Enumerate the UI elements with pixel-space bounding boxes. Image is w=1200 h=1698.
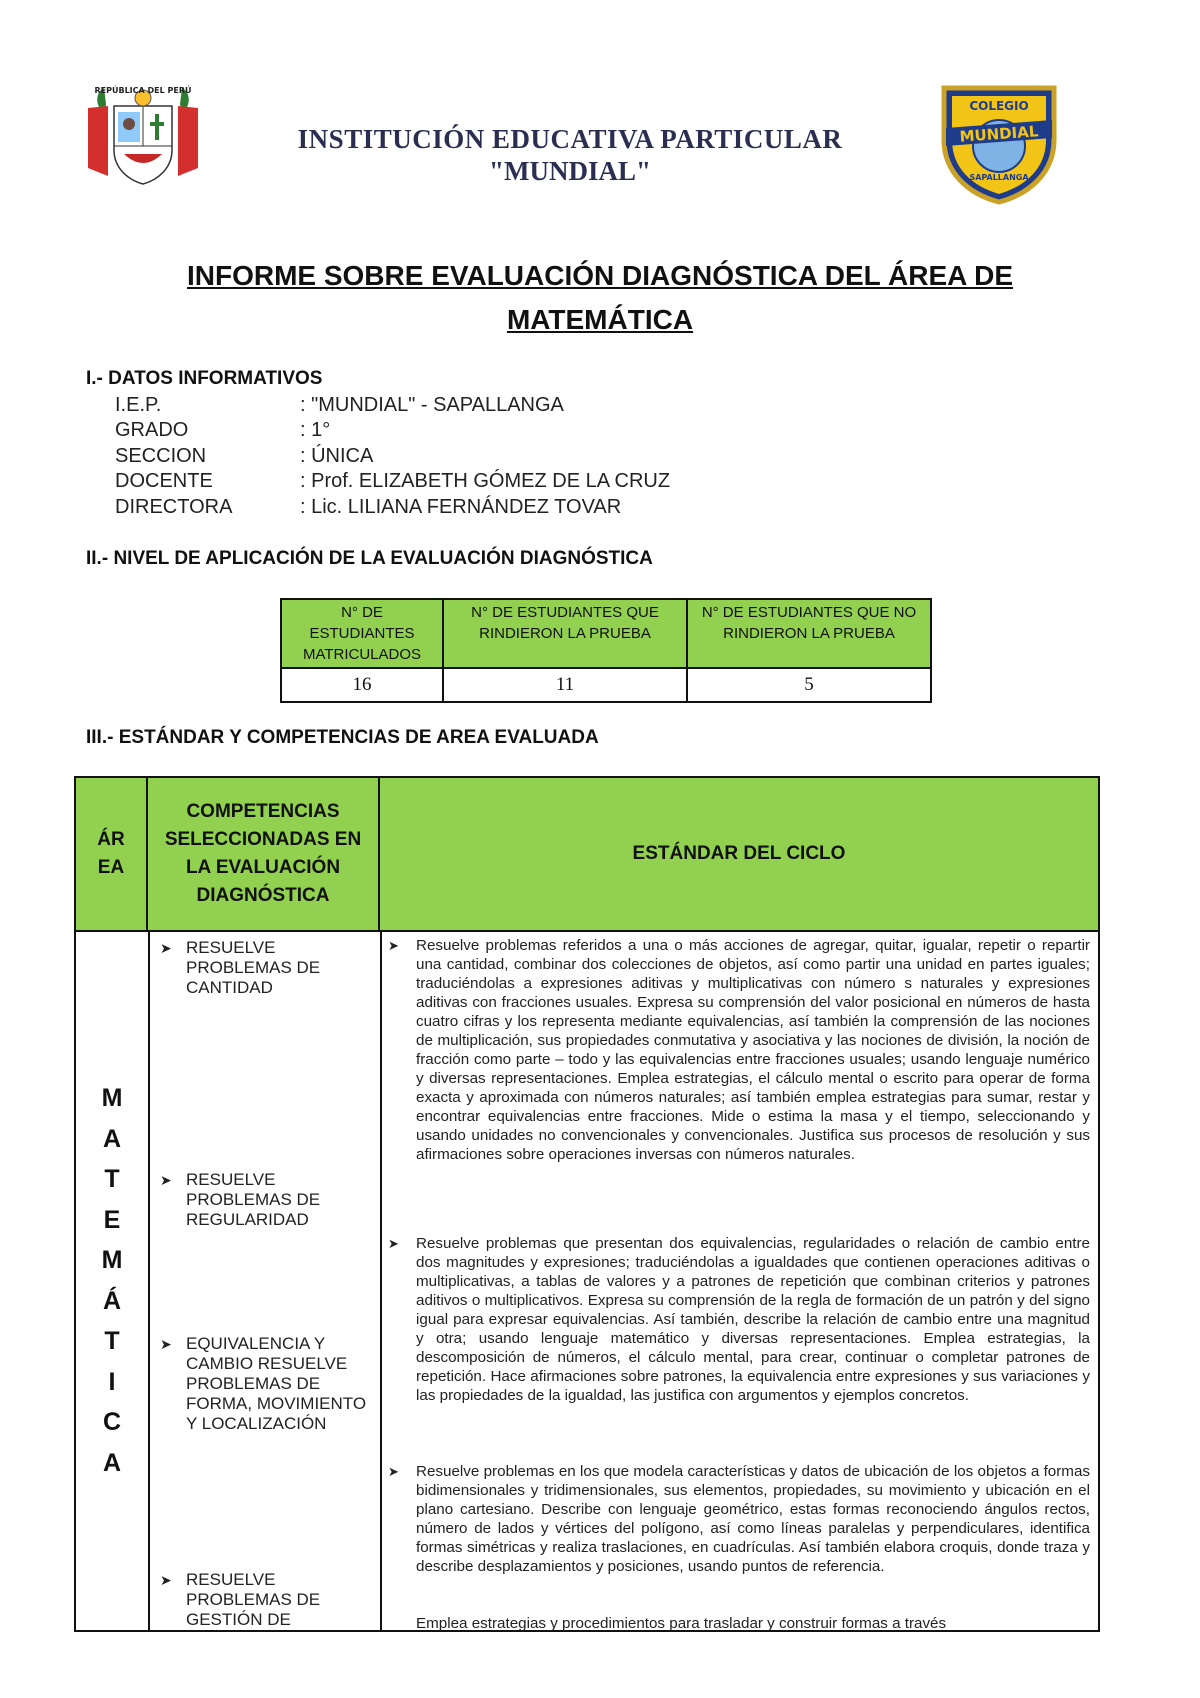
- area-letter: T: [104, 1165, 120, 1193]
- report-title: [110, 254, 1090, 342]
- header-competencies: COMPETENCIAS SELECCIONADAS EN LA EVALUACIÓN DIAGNÓSTICA: [148, 778, 380, 930]
- area-letter: M: [101, 1246, 123, 1274]
- area-letter: C: [102, 1408, 122, 1436]
- svg-text:SAPALLANGA: SAPALLANGA: [969, 173, 1029, 182]
- area-vertical-label: [76, 1078, 148, 1483]
- info-row-grado: GRADO : 1°: [115, 419, 331, 441]
- area-letter: A: [102, 1124, 122, 1153]
- area-letter: I: [108, 1367, 116, 1396]
- area-letter: M: [101, 1084, 123, 1112]
- header-area: ÁREA: [76, 778, 148, 930]
- info-row-docente: DOCENTE : Prof. ELIZABETH GÓMEZ DE LA CRUZ: [115, 470, 671, 492]
- colegio-mundial-logo: [934, 80, 1064, 206]
- section2-heading: II.- NIVEL DE APLICACIÓN DE LA EVALUACIÓN DIAGNÓSTICA: [86, 548, 653, 569]
- value-enrolled: 16: [281, 668, 443, 702]
- header-divider: [76, 930, 1098, 932]
- column-divider: [148, 932, 150, 1630]
- report-title-line2: MATEMÁTICA: [506, 304, 694, 335]
- competency-item: ➤ RESUELVE PROBLEMAS DE CANTIDAD: [160, 938, 321, 997]
- header-did-not-take: N° DE ESTUDIANTES QUE NO RINDIERON LA PRUEBA: [687, 599, 931, 668]
- info-row-directora: DIRECTORA : Lic. LILIANA FERNÁNDEZ TOVAR: [115, 496, 622, 518]
- competency-item: ➤ RESUELVE PROBLEMAS DE GESTIÓN DE: [160, 1570, 321, 1629]
- value-did-not-take: 5: [687, 668, 931, 702]
- application-level-table: [280, 598, 932, 703]
- standard-item: ➤ Resuelve problemas que presentan dos equivalencias, regularidades o relación de cambio entre dos magnitudes y expresiones; traduciéndolas a igualdades que contienen operaciones aditivas o multiplicativas, a tablas de valores y a patrones de repetición que combinan criterios y patrones aditivos o multiplicativos. Expresa su comprensión de la regla de formación de un patrón y del signo igual para expresar equivalencias. Así también, describe la relación de cambio entre una magnitud y otra; usando lenguaje matemático y diversas representaciones. Emplea estrategias, la descomposición de números, el cálculo mental, para crear, continuar o completar patrones de repetición. Hace afirmaciones sobre patrones, la equivalencia entre expresiones y sus variaciones y las propiedades de la igualdad, las justifica con argumentos y ejemplos concretos.: [388, 1235, 1090, 1404]
- header-standard: ESTÁNDAR DEL CICLO: [380, 778, 1098, 930]
- header-enrolled: N° DE ESTUDIANTES MATRICULADOS: [281, 599, 443, 668]
- info-row-seccion: SECCION : ÚNICA: [115, 445, 374, 467]
- area-letter: E: [103, 1205, 121, 1234]
- peru-coat-of-arms-logo: [84, 84, 202, 194]
- column-divider: [380, 932, 382, 1630]
- area-letter: Á: [102, 1286, 122, 1315]
- svg-text:MUNDIAL: MUNDIAL: [958, 122, 1039, 146]
- standards-table: [74, 776, 1100, 1632]
- institution-header: [230, 122, 910, 186]
- standard-item: ➤ Resuelve problemas referidos a una o más acciones de agregar, quitar, igualar, repetir o repartir una cantidad, combinar dos colecciones de objetos, así como partir una unidad en partes iguales; traduciéndolas a expresiones aditivas y multiplicativas con número s naturales y expresiones aditivas con fracciones usuales. Expresa su comprensión del valor posicional en números de hasta cuatro cifras y los representa mediante equivalencias, así también la comprensión de las nociones de multiplicación, sus propiedades conmutativa y asociativa y las nociones de división, la noción de fracción como parte – todo y las equivalencias entre fracciones usuales; usando lenguaje numérico y diversas representaciones. Emplea estrategias, el cálculo mental o escrito para operar de forma exacta y aproximada con números naturales; así también emplea estrategias para sumar, restar y encontrar equivalencias entre fracciones. Mide o estima la masa y el tiempo, seleccionando y usando unidades no convencionales y convencionales. Justifica sus procesos de resolución y sus afirmaciones sobre operaciones inversas con números naturales.: [388, 937, 1090, 1163]
- value-took-test: 11: [443, 668, 687, 702]
- report-title-line1: INFORME SOBRE EVALUACIÓN DIAGNÓSTICA DEL ÁREA DE: [186, 260, 1014, 291]
- info-row-iep: I.E.P. : "MUNDIAL" - SAPALLANGA: [115, 394, 564, 416]
- standard-item: Emplea estrategias y procedimientos para trasladar y construir formas a través: [416, 1615, 947, 1632]
- svg-text:COLEGIO: COLEGIO: [969, 99, 1029, 113]
- section1-heading: I.- DATOS INFORMATIVOS: [86, 368, 323, 389]
- section3-heading: III.- ESTÁNDAR Y COMPETENCIAS DE AREA EVALUADA: [86, 727, 599, 748]
- competency-item: ➤ EQUIVALENCIA Y CAMBIO RESUELVE PROBLEMAS DE FORMA, MOVIMIENTO Y LOCALIZACIÓN: [160, 1334, 367, 1433]
- area-letter: A: [102, 1448, 122, 1477]
- standard-item: ➤ Resuelve problemas en los que modela características y datos de ubicación de los objetos a formas bidimensionales y tridimensionales, sus elementos, propiedades, su movimiento y ubicación en el plano cartesiano. Describe con lenguaje geométrico, estas formas reconociendo ángulos rectos, número de lados y vértices del polígono, así como líneas paralelas y perpendiculares, identifica formas simétricas y realiza traslaciones, en cuadrículas. Así también elabora croquis, donde traza y describe desplazamientos y posiciones, usando puntos de referencia.: [388, 1463, 1090, 1575]
- competency-item: ➤ RESUELVE PROBLEMAS DE REGULARIDAD: [160, 1170, 321, 1229]
- header-took-test: N° DE ESTUDIANTES QUE RINDIERON LA PRUEBA: [443, 599, 687, 668]
- svg-text:REPÚBLICA DEL PERÚ: REPÚBLICA DEL PERÚ: [94, 86, 192, 95]
- institution-name: "MUNDIAL": [489, 156, 651, 186]
- institution-title: INSTITUCIÓN EDUCATIVA PARTICULAR: [297, 124, 843, 154]
- area-letter: T: [104, 1327, 120, 1355]
